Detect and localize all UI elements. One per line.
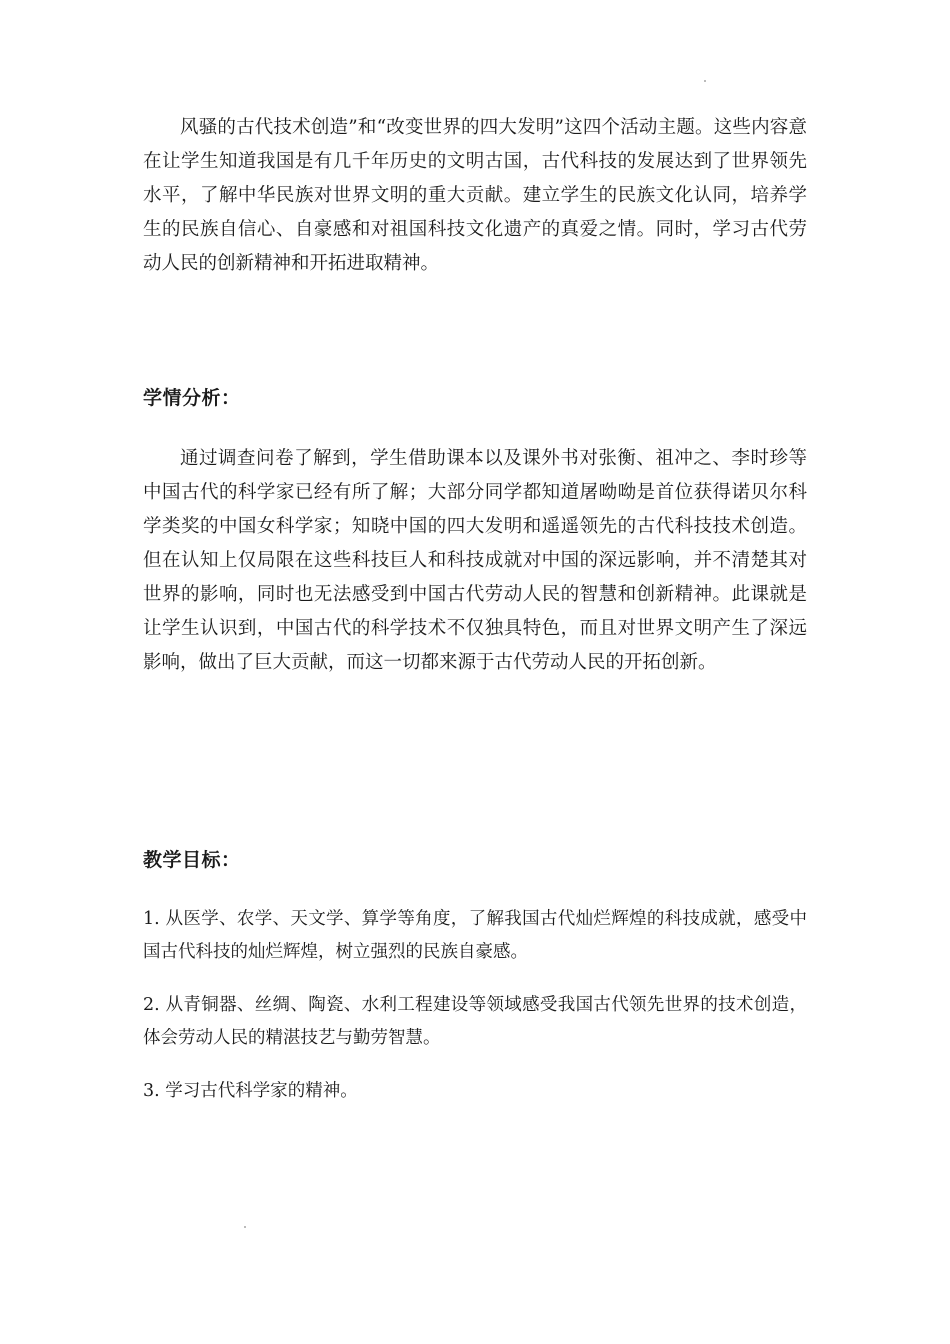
intro-paragraph: 风骚的古代技术创造”和“改变世界的四大发明”这四个活动主题。这些内容意在让学生知道我国是有几千年历史的文明古国，古代科技的发展达到了世界领先水平，了解中华民族对世界文明的重大贡献。建立学生的民族文化认同，培养学生的民族自信心、自豪感和对祖国科技文化遗产的真爱之情。同时，学习古代劳动人民的创新精神和开拓进取精神。 [143,117,807,274]
objective-item-3: 3. 学习古代科学家的精神。 [143,1081,358,1101]
scan-mark-top [704,80,706,82]
objective-item-2: 2. 从青铜器、丝绸、陶瓷、水利工程建设等领域感受我国古代领先世界的技术创造，体会劳动人民的精湛技艺与勤劳智慧。 [143,995,807,1048]
objective-item-1: 1. 从医学、农学、天文学、算学等角度，了解我国古代灿烂辉煌的科技成就，感受中国古代科技的灿烂辉煌，树立强烈的民族自豪感。 [143,909,807,962]
objectives-heading: 教学目标： [143,849,241,871]
analysis-heading: 学情分析： [143,387,241,409]
scan-mark-bottom [244,1226,246,1228]
analysis-paragraph: 通过调查问卷了解到，学生借助课本以及课外书对张衡、祖冲之、李时珍等中国古代的科学家已经有所了解；大部分同学都知道屠呦呦是首位获得诺贝尔科学类奖的中国女科学家；知晓中国的四大发明和遥遥领先的古代科技技术创造。但在认知上仅局限在这些科技巨人和科技成就对中国的深远影响，并不清楚其对世界的影响，同时也无法感受到中国古代劳动人民的智慧和创新精神。此课就是让学生认识到，中国古代的科学技术不仅独具特色，而且对世界文明产生了深远影响，做出了巨大贡献，而这一切都来源于古代劳动人民的开拓创新。 [143,448,807,673]
